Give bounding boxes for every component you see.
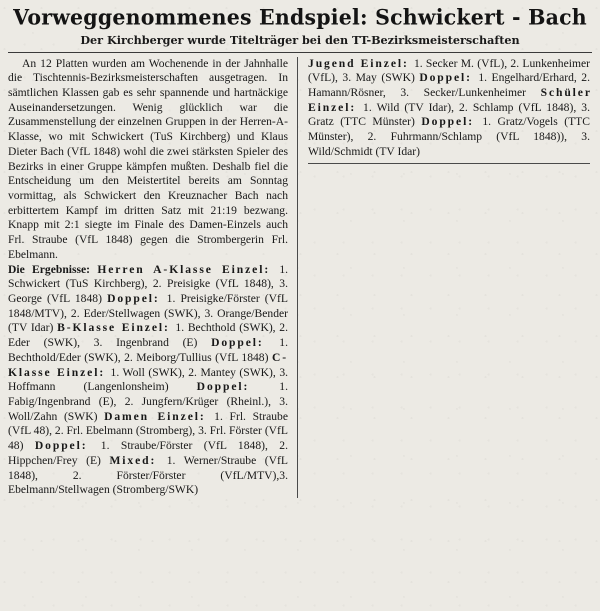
article-column-left: [8, 57, 298, 499]
event-label-c-doppel: Doppel:: [196, 380, 280, 394]
article-columns: [8, 57, 592, 499]
entries-damen-einzel: 1. Frl. Straube (VfL 48), 2. Frl. Ebelmann (Stromberg), 3. Frl. Förster (VfL 48): [8, 409, 288, 453]
class-label-jugend: Jugend: [308, 56, 361, 70]
entries-b-einzel: 1. Bechthold (SWK), 2. Eder (SWK), 3. Ingenbrand (E): [8, 321, 288, 350]
class-label-b: B-Klasse: [57, 321, 122, 335]
event-label-schueler-doppel: Doppel:: [421, 115, 483, 129]
results-block-right: [308, 57, 590, 164]
event-label-damen-einzel: Einzel:: [157, 409, 215, 423]
entries-herren-a-einzel: 1. Schwickert (TuS Kirchberg), 2. Preisigke (VfL 1848), 3. George (VfL 1848): [8, 262, 289, 306]
header-divider: [8, 52, 592, 53]
event-label-damen-doppel: Doppel:: [34, 439, 101, 453]
event-label-c-einzel: Einzel:: [57, 365, 111, 379]
entries-schueler-doppel: 1. Gratz/Vogels (TTC Münster), 2. Fuhrmann/Schlamp (VfL 1848)), 3. Wild/Schmidt (TV Idar): [308, 115, 590, 158]
entries-b-doppel: 1. Bechthold/Eder (SWK), 2. Meiborg/Tullius (VfL 1848): [8, 336, 288, 364]
class-label-damen: Damen: [104, 409, 158, 423]
entries-mixed: 1. Werner/Straube (VfL 1848), 2. Förster/Förster (VfL/MTV),3. Ebelmann/Stellwagen (Stromberg/SWK): [8, 453, 288, 497]
event-label-jugend-doppel: Doppel:: [419, 71, 479, 85]
event-label-b-doppel: Doppel:: [211, 336, 280, 350]
lead-paragraph: An 12 Platten wurden am Wochenende in der Jahnhalle die Tischtennis-Bezirksmeisterschaften ausgetragen. In sämtlichen Klassen gab es sehr spannende und hartnäckige Auseinandersetzungen. Wenig glücklich war die Zusammenstellung der einzelnen Gruppen in der Herren-A-Klasse, wo mit Schwickert (TuS Kirchberg) und Klaus Dieter Bach (VfL 1848) wohl die zwei stärksten Spieler des Bezirks in einer Gruppe kämpfen mußten. Deshalb fiel die Entscheidung um den Meistertitel bereits am Sonntag vormittag, als Schwickert den Kreuznacher Bach nach erbittertem Kampf im dritten Satz mit 21:19 bezwang. Knapp mit 2:1 siegte im Finale des Damen-Einzels auch Frl. Straube (VfL 1848) gegen die Strombergerin Frl. Ebelmann.: [8, 56, 288, 261]
entries-damen-doppel: 1. Straube/Förster (VfL 1848), 2. Hippchen/Frey (E): [8, 439, 288, 467]
results-label: Die Ergebnisse:: [8, 262, 98, 276]
event-label-schueler-einzel: Einzel:: [308, 100, 364, 114]
class-label-c: C-Klasse: [8, 350, 288, 379]
page-subtitle: Der Kirchberger wurde Titelträger bei den TT-Bezirksmeisterschaften: [80, 32, 520, 47]
event-label-mixed: Mixed:: [109, 453, 167, 467]
event-label-jugend-einzel: Einzel:: [360, 56, 414, 70]
column-spacer: [308, 164, 590, 172]
results-block-left: [8, 263, 288, 499]
entries-c-einzel: 1. Woll (SWK), 2. Mantey (SWK), 3. Hoffmann (Langenlonsheim): [8, 365, 289, 394]
class-label-herren-a: Herren A-Klasse: [97, 262, 223, 276]
class-label-schueler: Schüler: [540, 85, 590, 99]
entries-herren-a-doppel: 1. Preisigke/Förster (VfL 1848/MTV), 2. Eder/Stellwagen (SWK), 3. Orange/Bender (TV Idar): [8, 292, 288, 335]
entries-jugend-doppel: 1. Engelhard/Erhard, 2. Hamann/Rösner, 3. Secker/Lunkenheimer: [308, 71, 590, 99]
article-column-right: [298, 57, 590, 172]
entries-schueler-einzel: 1. Wild (TV Idar), 2. Schlamp (VfL 1848), 3. Gratz (TTC Münster): [308, 100, 590, 129]
event-label-herren-a-doppel: Doppel:: [107, 292, 167, 306]
entries-jugend-einzel: 1. Secker M. (VfL), 2. Lunkenheimer (VfL), 3. May (SWK): [308, 56, 590, 85]
event-label-b-einzel: Einzel:: [121, 321, 176, 335]
entries-c-doppel: 1. Fabig/Ingenbrand (E), 2. Jungfern/Krüger (Rheinl.), 3. Woll/Zahn (SWK): [8, 380, 288, 423]
results-right-text: [308, 57, 590, 160]
page-title: Vorweggenommenes Endspiel: Schwickert - Bach: [13, 4, 587, 30]
event-label-herren-a-einzel: Einzel:: [222, 262, 280, 276]
